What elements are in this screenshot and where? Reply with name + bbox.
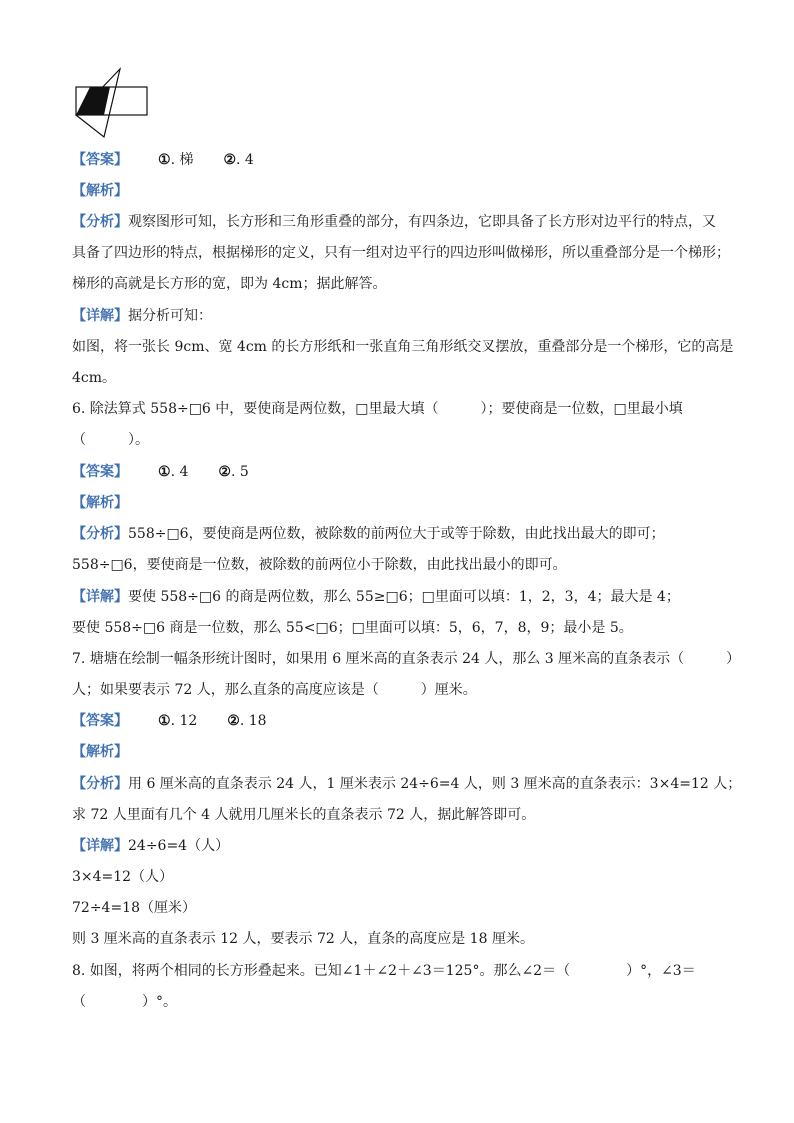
answer-tag: 【答案】 bbox=[72, 152, 128, 168]
q7-analysis-tag: 【解析】 bbox=[72, 744, 128, 760]
q7-fenxi-line-1 bbox=[72, 774, 742, 794]
q6-stem-line-2: （ ）。 bbox=[72, 432, 149, 448]
fenxi-tag: 【分析】 bbox=[72, 526, 128, 542]
q5-xiangjie-line-2: 如图，将一张长 9cm、宽 4cm 的长方形纸和一张直角三角形纸交叉摆放，重叠部分是一个梯形，它的高是 bbox=[72, 339, 734, 355]
answer-1-marker: ① bbox=[158, 713, 171, 729]
q7-answer-line bbox=[72, 711, 732, 731]
q7-fenxi-line-2: 求 72 人里面有几个 4 人就用几厘米长的直条表示 72 人，据此解答即可。 bbox=[72, 807, 536, 823]
q7-xiangjie-line-2: 3×4=12（人） bbox=[72, 869, 174, 885]
answer-tag: 【答案】 bbox=[72, 464, 128, 480]
fenxi-text: 观察图形可知，长方形和三角形重叠的部分，有四条边，它即具备了长方形对边平行的特点，又 bbox=[128, 214, 716, 230]
q5-answer-line bbox=[72, 150, 732, 170]
q7-xiangjie-line-1 bbox=[72, 836, 732, 856]
answer-1-marker: ① bbox=[158, 152, 171, 168]
q5-fenxi-line-2: 具备了四边形的特点，根据梯形的定义，只有一组对边平行的四边形叫做梯形，所以重叠部分是一个梯形； bbox=[72, 245, 730, 261]
q6-fenxi-line-2: 558÷□6，要使商是一位数，被除数的前两位小于除数，由此找出最小的即可。 bbox=[72, 557, 567, 573]
fenxi-tag: 【分析】 bbox=[72, 776, 128, 792]
answer-2-marker: ② bbox=[223, 152, 237, 168]
q5-xiangjie-line-3: 4cm。 bbox=[72, 370, 117, 386]
q6-analysis-tag: 【解析】 bbox=[72, 495, 128, 511]
q7-xiangjie-line-3: 72÷4=18（厘米） bbox=[72, 900, 196, 916]
xiangjie-text: 24÷6=4（人） bbox=[128, 838, 230, 854]
q5-analysis-tag: 【解析】 bbox=[72, 183, 128, 199]
fenxi-text: 558÷□6，要使商是两位数，被除数的前两位大于或等于除数，由此找出最大的即可； bbox=[128, 526, 665, 542]
q5-fenxi-line-3: 梯形的高就是长方形的宽，即为 4cm；据此解答。 bbox=[72, 276, 387, 292]
xiangjie-tag: 【详解】 bbox=[72, 838, 128, 854]
answer-2-marker: ② bbox=[218, 464, 231, 480]
xiangjie-text: 据分析可知： bbox=[128, 308, 212, 324]
q8-stem-line-1: 8. 如图，将两个相同的长方形叠起来。已知∠1＋∠2＋∠3＝125°。那么∠2＝（ ）°，∠3＝ bbox=[72, 963, 696, 979]
fenxi-text: 用 6 厘米高的直条表示 24 人，1 厘米表示 24÷6=4 人，则 3 厘米高的直条表示：3×4=12 人； bbox=[128, 776, 742, 792]
trapezoid-overlap-figure bbox=[74, 66, 150, 146]
answer-1-marker: ① bbox=[158, 464, 171, 480]
q7-xiangjie-line-4: 则 3 厘米高的直条表示 12 人，要表示 72 人，直条的高度应是 18 厘米。 bbox=[72, 931, 534, 947]
answer-1-value: . 12 bbox=[170, 713, 198, 729]
q7-stem-line-1: 7. 塘塘在绘制一幅条形统计图时，如果用 6 厘米高的直条表示 24 人，那么 3 厘米高的直条表示（ ） bbox=[72, 651, 741, 667]
xiangjie-text: 要使 558÷□6 的商是两位数，那么 55≥□6；□里面可以填：1，2，3，4；最大是 4； bbox=[128, 589, 680, 605]
xiangjie-tag: 【详解】 bbox=[72, 308, 128, 324]
q6-fenxi-line-1 bbox=[72, 524, 732, 544]
q6-xiangjie-line-1 bbox=[72, 587, 732, 607]
q5-xiangjie-line-1 bbox=[72, 306, 732, 326]
q8-stem-line-2: （ ）°。 bbox=[72, 994, 177, 1010]
xiangjie-tag: 【详解】 bbox=[72, 589, 128, 605]
answer-2-value: . 4 bbox=[236, 152, 254, 168]
fenxi-tag: 【分析】 bbox=[72, 214, 128, 230]
q7-stem-line-2: 人；如果要表示 72 人，那么直条的高度应该是（ ）厘米。 bbox=[72, 682, 477, 698]
q6-xiangjie-line-2: 要使 558÷□6 商是一位数，那么 55<□6；□里面可以填：5，6，7，8，9；最小是 5。 bbox=[72, 620, 633, 636]
answer-2-value: . 5 bbox=[230, 464, 249, 480]
answer-2-value: . 18 bbox=[239, 713, 267, 729]
q6-answer-line bbox=[72, 462, 732, 482]
q5-fenxi-line-1 bbox=[72, 212, 732, 232]
answer-1-value: . 4 bbox=[170, 464, 189, 480]
answer-2-marker: ② bbox=[227, 713, 240, 729]
answer-1-value: . 梯 bbox=[170, 152, 194, 168]
q6-stem-line-1: 6. 除法算式 558÷□6 中，要使商是两位数，□里最大填（ ）；要使商是一位数，□里最小填 bbox=[72, 401, 683, 417]
answer-tag: 【答案】 bbox=[72, 713, 128, 729]
